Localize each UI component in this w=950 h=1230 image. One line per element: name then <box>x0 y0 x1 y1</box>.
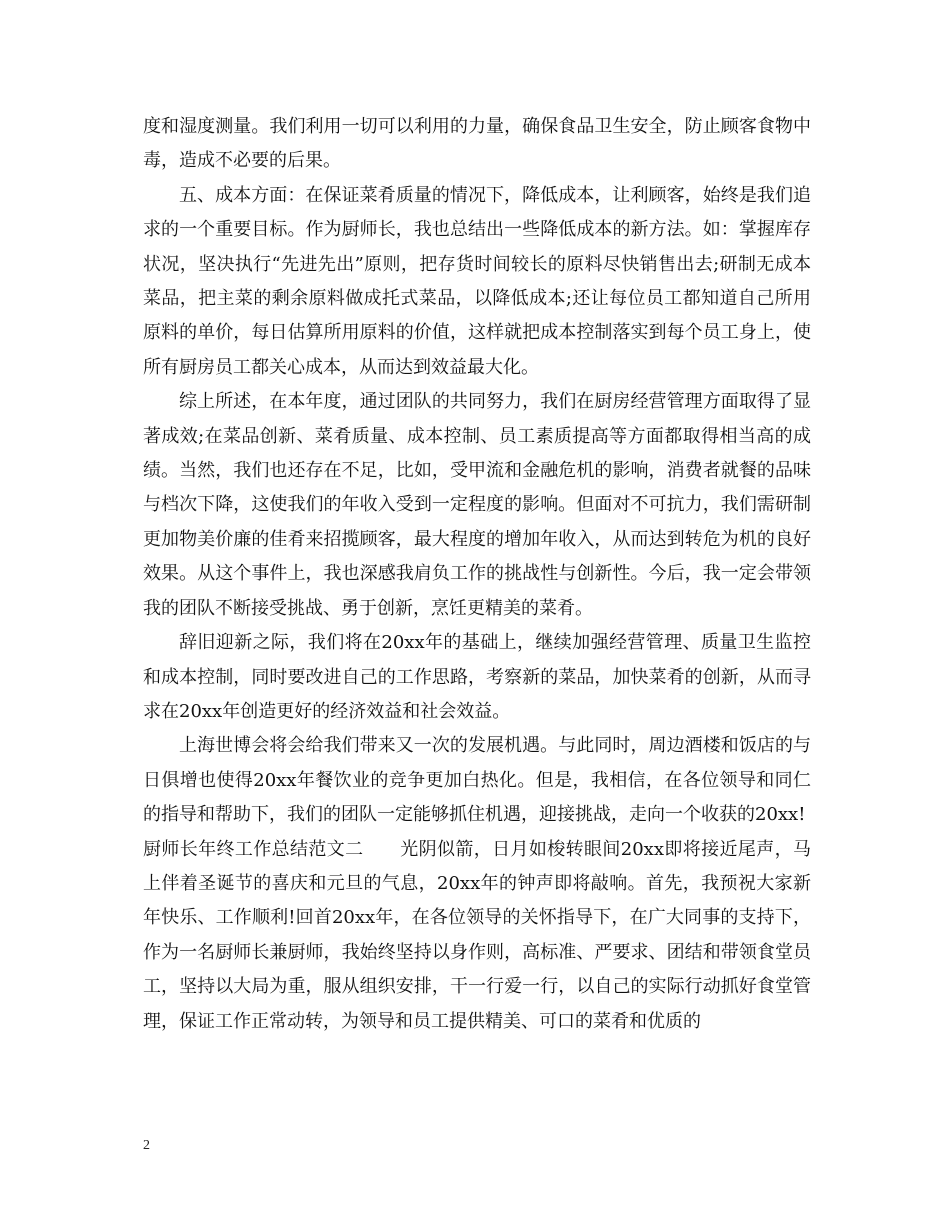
paragraph-2: 五、成本方面：在保证菜肴质量的情况下，降低成本，让利顾客，始终是我们追求的一个重要目标。作为厨师长，我也总结出一些降低成本的新方法。如：掌握库存状况，坚决执行“先进先出”原则，把存货时间较长的原料尽快销售出去;研制无成本菜品，把主菜的剩余原料做成托式菜品，以降低成本;还让每位员工都知道自己所用原料的单价，每日估算所用原料的价值，这样就把成本控制落实到每个员工身上，使所有厨房员工都关心成本，从而达到效益最大化。 <box>143 184 811 378</box>
body-text <box>143 110 811 1039</box>
paragraph-6: 厨师长年终工作总结范文二 光阴似箭，日月如梭转眼间20xx即将接近尾声，马上伴着圣诞节的喜庆和元旦的气息，20xx年的钟声即将敲响。首先，我预祝大家新年快乐、工作顺利!回首20xx年，在各位领导的关怀指导下，在广大同事的支持下，作为一名厨师长兼厨师，我始终坚持以身作则，高标准、严要求、团结和带领食堂员工，坚持以大局为重，服从组织安排，干一行爱一行，以自己的实际行动抓好食堂管理，保证工作正常动转，为领导和员工提供精美、可口的菜肴和优质的 <box>143 838 811 1032</box>
paragraph-3: 综上所述，在本年度，通过团队的共同努力，我们在厨房经营管理方面取得了显著成效;在菜品创新、菜肴质量、成本控制、员工素质提高等方面都取得相当高的成绩。当然，我们也还存在不足，比如，受甲流和金融危机的影响，消费者就餐的品味与档次下降，这使我们的年收入受到一定程度的影响。但面对不可抗力，我们需研制更加物美价廉的佳肴来招揽顾客，最大程度的增加年收入，从而达到转危为机的良好效果。从这个事件上，我也深感我肩负工作的挑战性与创新性。今后，我一定会带领我的团队不断接受挑战、勇于创新，烹饪更精美的菜肴。 <box>143 391 811 619</box>
page-number: 2 <box>143 1138 150 1153</box>
paragraph-4: 辞旧迎新之际，我们将在20xx年的基础上，继续加强经营管理、质量卫生监控和成本控制，同时要改进自己的工作思路，考察新的菜品，加快菜肴的创新，从而寻求在20xx年创造更好的经济效益和社会效益。 <box>143 632 811 722</box>
paragraph-1: 度和湿度测量。我们利用一切可以利用的力量，确保食品卫生安全，防止顾客食物中毒，造成不必要的后果。 <box>143 116 811 172</box>
paragraph-5: 上海世博会将会给我们带来又一次的发展机遇。与此同时，周边酒楼和饭店的与日俱增也使得20xx年餐饮业的竞争更加白热化。但是，我相信，在各位领导和同仁的指导和帮助下，我们的团队一定能够抓住机遇，迎接挑战，走向一个收获的20xx! <box>143 735 811 826</box>
